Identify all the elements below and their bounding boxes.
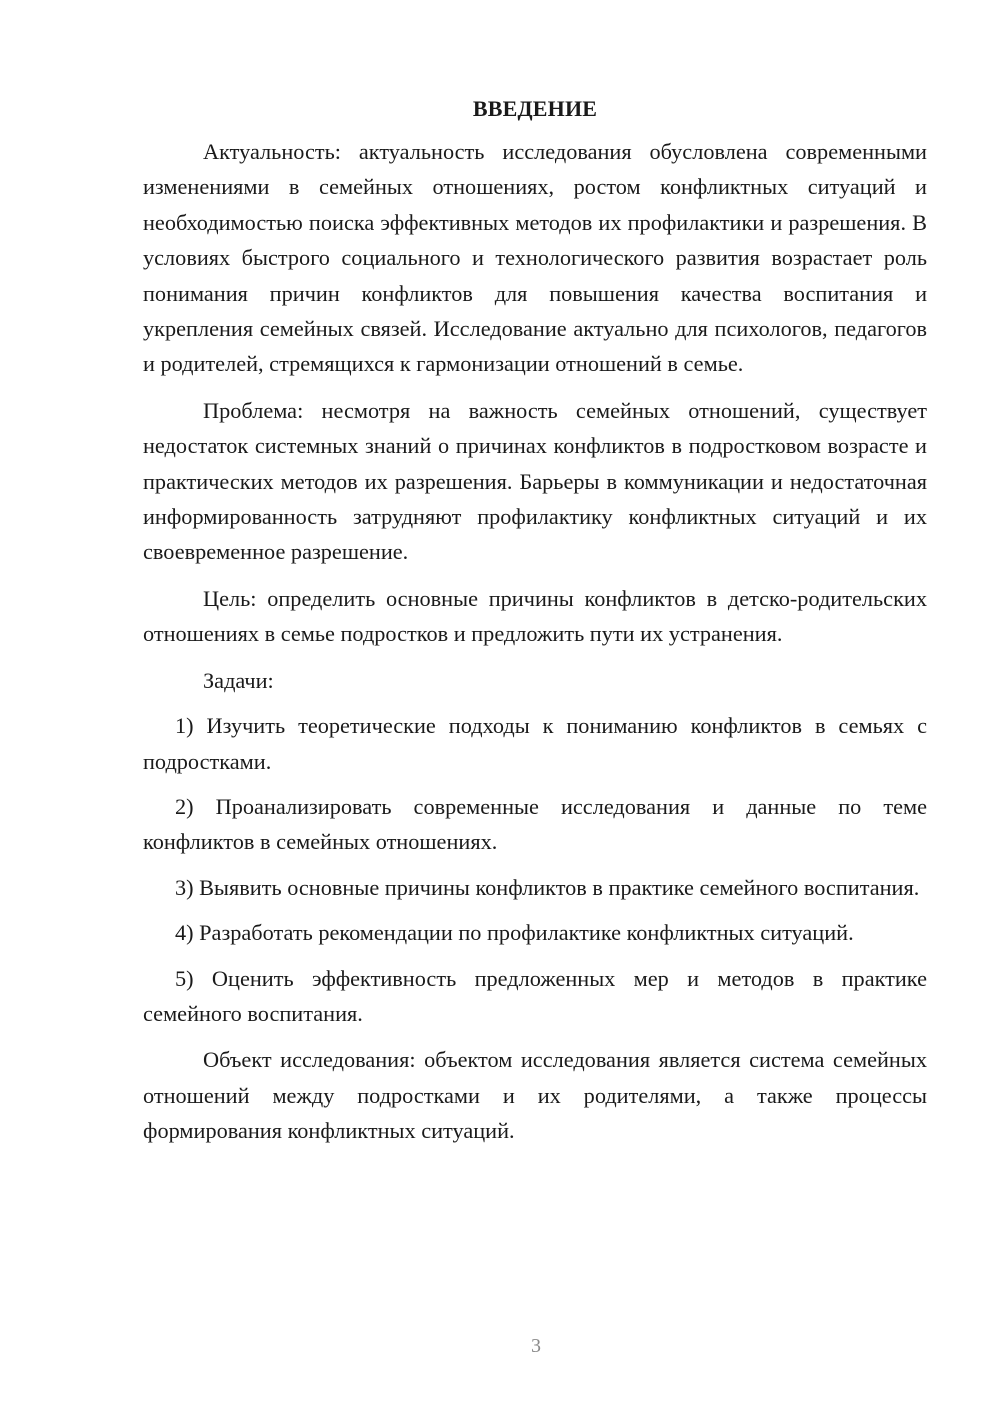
task-item-5: 5) Оценить эффективность предложенных мер и методов в практике семейного воспитания.	[143, 965, 927, 1026]
tasks-heading: Задачи:	[203, 667, 274, 693]
task-item-3: 3) Выявить основные причины конфликтов в практике семейного воспитания.	[175, 874, 920, 900]
paragraph-relevance: Актуальность: актуальность исследования обусловлена современными изменениями в семейных отношениях, ростом конфликтных ситуаций и необходимостью поиска эффективных методов их профилактики и разрешения. В условиях быстрого социального и технологического развития возрастает роль понимания причин конфликтов для повышения качества воспитания и укрепления семейных связей. Исследование актуально для психологов, педагогов и родителей, стремящихся к гармонизации отношений в семье.	[143, 139, 927, 377]
page-number: 3	[531, 1335, 541, 1357]
page-content	[143, 94, 927, 1149]
task-item-2: 2) Проанализировать современные исследования и данные по теме конфликтов в семейных отношениях.	[143, 793, 927, 855]
section-title: ВВЕДЕНИЕ	[472, 96, 598, 121]
task-item-4: 4) Разработать рекомендации по профилактике конфликтных ситуаций.	[175, 920, 854, 946]
paragraph-problem: Проблема: несмотря на важность семейных отношений, существует недостаток системных знаний о причинах конфликтов в подростковом возрасте и практических методов их разрешения. Барьеры в коммуникации и недостаточная информированность затрудняют профилактику конфликтных ситуаций и их своевременное разрешение.	[143, 397, 927, 565]
paragraph-object: Объект исследования: объектом исследования является система семейных отношений между подростками и их родителями, а также процессы формирования конфликтных ситуаций.	[143, 1047, 927, 1144]
task-item-1: 1) Изучить теоретические подходы к пониманию конфликтов в семьях с подростками.	[143, 713, 927, 774]
paragraph-goal: Цель: определить основные причины конфликтов в детско-родительских отношениях в семье подростков и предложить пути их устранения.	[143, 585, 927, 647]
